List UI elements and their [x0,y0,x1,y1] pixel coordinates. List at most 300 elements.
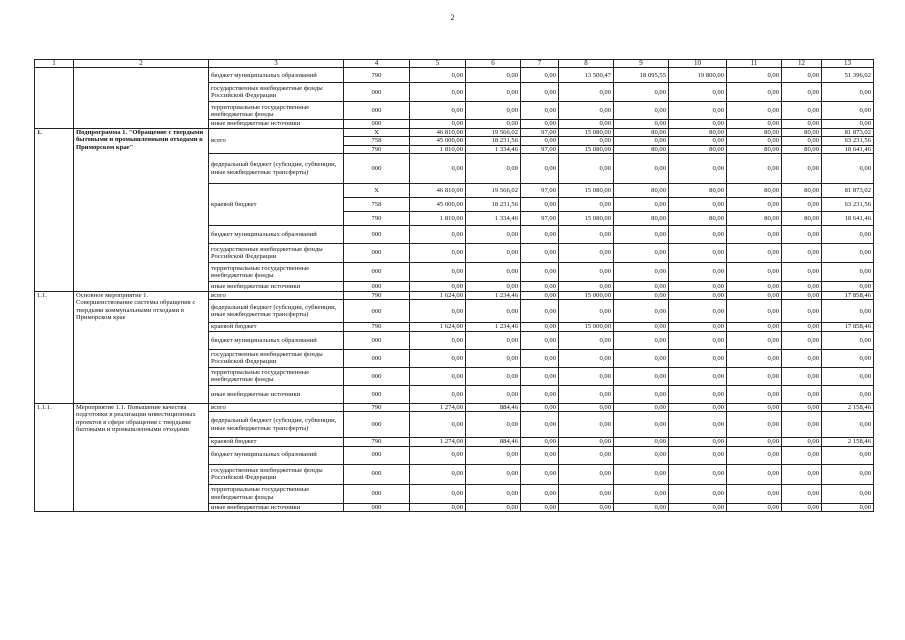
value-cell: 0,00 [614,438,669,446]
value-cell: 18 641,46 [822,145,874,153]
funding-source-cell: краевой бюджет [209,323,344,331]
funding-source-cell: территориальные государственные внебюджетные фонды [209,263,344,282]
value-cell: 0,00 [559,282,614,292]
funding-source-cell: иные внебюджетные источники [209,120,344,128]
value-cell: 0,00 [669,226,727,244]
code-cell: 000 [344,367,410,385]
value-cell: 0,00 [559,385,614,403]
header-cell: 2 [74,60,209,68]
value-cell: 0,00 [521,292,559,300]
value-cell: 0,00 [410,68,466,83]
value-cell: 0,00 [727,292,782,300]
value-cell: 19 566,02 [466,184,521,198]
value-cell: 0,00 [466,120,521,128]
value-cell: 0,00 [521,226,559,244]
value-cell: 0,00 [521,484,559,503]
value-cell: 0,00 [410,349,466,367]
item-title-cell: Мероприятие 1.1. Повышение качества подготовки в реализации инвестиционных проектов в сфере обращения с твердыми бытовыми и промышленными отходами [74,403,209,511]
value-cell: 0,00 [521,282,559,292]
code-cell: 000 [344,120,410,128]
value-cell: 0,00 [614,226,669,244]
value-cell: 0,00 [669,331,727,349]
value-cell: 0,00 [727,154,782,184]
value-cell: 1 334,46 [466,145,521,153]
funding-source-cell: федеральный бюджет (субсидии, субвенции, иные межбюджетные трансферты) [209,412,344,438]
value-cell: 0,00 [822,263,874,282]
value-cell: 0,00 [559,403,614,411]
value-cell: 0,00 [822,367,874,385]
value-cell: 0,00 [521,300,559,323]
value-cell: 0,00 [614,102,669,120]
item-title-cell: Основное мероприятие 1. Совершенствование системы обращения с твердыми коммунальными отходами в Приморском крае [74,292,209,404]
funding-source-cell: иные внебюджетные источники [209,282,344,292]
code-cell: 790 [344,438,410,446]
value-cell: 0,00 [614,349,669,367]
value-cell: 0,00 [727,464,782,484]
code-cell: 000 [344,484,410,503]
header-cell: 11 [727,60,782,68]
value-cell: 0,00 [727,198,782,212]
value-cell: 0,00 [782,464,822,484]
item-title-cell [74,68,209,128]
value-cell: 0,00 [669,412,727,438]
value-cell: 0,00 [466,226,521,244]
value-cell: 0,00 [521,198,559,212]
value-cell: 0,00 [782,244,822,263]
value-cell: 19 800,00 [669,68,727,83]
value-cell: 1 810,00 [410,212,466,226]
header-cell: 8 [559,60,614,68]
table-row [35,403,874,411]
value-cell: 97,00 [521,212,559,226]
header-cell: 13 [822,60,874,68]
header-cell: 12 [782,60,822,68]
value-cell: 1 234,46 [466,292,521,300]
value-cell: 0,00 [559,331,614,349]
page-number: 2 [450,13,455,22]
value-cell: 0,00 [614,484,669,503]
value-cell: 0,00 [727,503,782,511]
value-cell: 0,00 [782,412,822,438]
value-cell: 0,00 [669,367,727,385]
value-cell: 81 873,02 [822,184,874,198]
value-cell: 0,00 [410,263,466,282]
value-cell: 0,00 [559,438,614,446]
value-cell: 18 231,56 [466,198,521,212]
value-cell: 46 810,00 [410,128,466,136]
value-cell: 0,00 [521,83,559,102]
code-cell: 790 [344,292,410,300]
code-cell: 790 [344,323,410,331]
code-cell: 000 [344,412,410,438]
table-row [35,68,874,83]
value-cell: 0,00 [466,68,521,83]
value-cell: 0,00 [410,446,466,464]
value-cell: 0,00 [410,154,466,184]
value-cell: 0,00 [822,300,874,323]
value-cell: 0,00 [559,198,614,212]
funding-source-cell: иные внебюджетные источники [209,503,344,511]
value-cell: 0,00 [559,263,614,282]
value-cell: 0,00 [521,331,559,349]
value-cell: 0,00 [782,484,822,503]
value-cell: 0,00 [614,503,669,511]
value-cell: 80,00 [782,145,822,153]
value-cell: 15 080,00 [559,212,614,226]
value-cell: 1 274,00 [410,438,466,446]
value-cell: 0,00 [782,102,822,120]
item-number-cell: 1.1. [35,292,74,404]
value-cell: 0,00 [822,484,874,503]
header-cell: 7 [521,60,559,68]
value-cell: 81 873,02 [822,128,874,136]
value-cell: 1 624,00 [410,323,466,331]
value-cell: 0,00 [466,154,521,184]
value-cell: 63 231,56 [822,198,874,212]
value-cell: 0,00 [521,367,559,385]
value-cell: 0,00 [466,263,521,282]
value-cell: 0,00 [727,403,782,411]
value-cell: 0,00 [521,244,559,263]
value-cell: 0,00 [466,385,521,403]
funding-source-cell: территориальные государственные внебюджетные фонды [209,367,344,385]
item-number-cell: 1.1.1. [35,403,74,511]
value-cell: 0,00 [782,198,822,212]
funding-source-cell: бюджет муниципальных образований [209,68,344,83]
code-cell: 000 [344,102,410,120]
value-cell: 0,00 [669,154,727,184]
value-cell: 0,00 [521,137,559,145]
value-cell: 0,00 [559,349,614,367]
header-cell: 6 [466,60,521,68]
value-cell: 0,00 [727,349,782,367]
value-cell: 0,00 [410,102,466,120]
value-cell: 0,00 [410,385,466,403]
code-cell: 790 [344,403,410,411]
value-cell: 0,00 [669,438,727,446]
value-cell: 0,00 [559,503,614,511]
code-cell: X [344,184,410,198]
value-cell: 0,00 [614,198,669,212]
value-cell: 0,00 [727,137,782,145]
value-cell: 0,00 [822,226,874,244]
value-cell: 0,00 [614,292,669,300]
funding-source-cell: государственные внебюджетные фонды Российской Федерации [209,83,344,102]
funding-source-cell: бюджет муниципальных образований [209,226,344,244]
value-cell: 0,00 [822,120,874,128]
value-cell: 80,00 [669,212,727,226]
funding-source-cell: территориальные государственные внебюджетные фонды [209,102,344,120]
value-cell: 63 231,56 [822,137,874,145]
value-cell: 0,00 [782,68,822,83]
table-row [35,128,874,136]
value-cell: 0,00 [410,226,466,244]
code-cell: X [344,128,410,136]
value-cell: 0,00 [559,300,614,323]
code-cell: 000 [344,282,410,292]
value-cell: 1 810,00 [410,145,466,153]
value-cell: 13 500,47 [559,68,614,83]
value-cell: 0,00 [822,282,874,292]
value-cell: 0,00 [614,137,669,145]
header-cell: 10 [669,60,727,68]
value-cell: 0,00 [614,331,669,349]
value-cell: 0,00 [822,446,874,464]
value-cell: 0,00 [521,446,559,464]
value-cell: 0,00 [614,154,669,184]
value-cell: 0,00 [822,244,874,263]
value-cell: 0,00 [727,300,782,323]
code-cell: 000 [344,226,410,244]
code-cell: 000 [344,154,410,184]
value-cell: 0,00 [410,412,466,438]
value-cell: 884,46 [466,438,521,446]
value-cell: 0,00 [822,331,874,349]
value-cell: 0,00 [559,137,614,145]
code-cell: 000 [344,83,410,102]
value-cell: 0,00 [782,331,822,349]
value-cell: 0,00 [782,120,822,128]
funding-source-cell: всего [209,128,344,153]
value-cell: 0,00 [466,412,521,438]
value-cell: 0,00 [521,120,559,128]
value-cell: 18 641,46 [822,212,874,226]
value-cell: 0,00 [559,120,614,128]
value-cell: 0,00 [727,385,782,403]
value-cell: 0,00 [466,282,521,292]
funding-source-cell: территориальные государственные внебюджетные фонды [209,484,344,503]
value-cell: 45 000,00 [410,137,466,145]
value-cell: 0,00 [782,349,822,367]
item-number-cell [35,68,74,128]
funding-source-cell: краевой бюджет [209,184,344,226]
value-cell: 45 000,00 [410,198,466,212]
value-cell: 80,00 [782,128,822,136]
table-body [35,60,874,512]
value-cell: 0,00 [466,244,521,263]
value-cell: 0,00 [727,83,782,102]
value-cell: 0,00 [782,446,822,464]
value-cell: 80,00 [669,184,727,198]
value-cell: 0,00 [669,282,727,292]
value-cell: 884,46 [466,403,521,411]
value-cell: 0,00 [410,282,466,292]
value-cell: 80,00 [782,184,822,198]
value-cell: 0,00 [410,503,466,511]
value-cell: 0,00 [521,464,559,484]
value-cell: 0,00 [669,102,727,120]
value-cell: 0,00 [559,446,614,464]
header-cell: 4 [344,60,410,68]
value-cell: 0,00 [669,263,727,282]
code-cell: 758 [344,198,410,212]
value-cell: 0,00 [822,503,874,511]
value-cell: 80,00 [614,184,669,198]
value-cell: 0,00 [410,244,466,263]
code-cell: 790 [344,212,410,226]
value-cell: 0,00 [614,120,669,128]
value-cell: 0,00 [521,438,559,446]
value-cell: 0,00 [410,331,466,349]
value-cell: 0,00 [559,484,614,503]
header-cell: 5 [410,60,466,68]
value-cell: 15 080,00 [559,184,614,198]
value-cell: 0,00 [614,446,669,464]
value-cell: 0,00 [727,367,782,385]
code-cell: 000 [344,331,410,349]
value-cell: 0,00 [822,412,874,438]
value-cell: 0,00 [782,292,822,300]
value-cell: 0,00 [727,244,782,263]
item-number-cell: 1. [35,128,74,291]
value-cell: 0,00 [521,403,559,411]
value-cell: 0,00 [782,226,822,244]
value-cell: 80,00 [782,212,822,226]
value-cell: 0,00 [466,300,521,323]
value-cell: 0,00 [669,323,727,331]
value-cell: 0,00 [727,331,782,349]
value-cell: 0,00 [466,349,521,367]
item-title-cell: Подпрограмма 1. "Обращение с твердыми бытовыми и промышленными отходами в Приморском крае" [74,128,209,291]
value-cell: 80,00 [727,145,782,153]
value-cell: 0,00 [614,367,669,385]
value-cell: 97,00 [521,184,559,198]
value-cell: 0,00 [559,83,614,102]
value-cell: 80,00 [614,128,669,136]
value-cell: 0,00 [727,438,782,446]
funding-source-cell: всего [209,292,344,300]
value-cell: 80,00 [669,128,727,136]
value-cell: 0,00 [669,446,727,464]
value-cell: 0,00 [410,300,466,323]
value-cell: 0,00 [727,226,782,244]
value-cell: 1 624,00 [410,292,466,300]
value-cell: 0,00 [614,403,669,411]
value-cell: 0,00 [669,292,727,300]
header-row [35,60,874,68]
value-cell: 0,00 [466,484,521,503]
header-cell: 9 [614,60,669,68]
value-cell: 0,00 [466,83,521,102]
value-cell: 0,00 [614,385,669,403]
value-cell: 0,00 [669,503,727,511]
value-cell: 0,00 [521,263,559,282]
value-cell: 0,00 [521,154,559,184]
funding-source-cell: всего [209,403,344,411]
value-cell: 2 158,46 [822,403,874,411]
value-cell: 0,00 [614,83,669,102]
code-cell: 000 [344,300,410,323]
value-cell: 0,00 [669,300,727,323]
value-cell: 15 080,00 [559,145,614,153]
value-cell: 0,00 [521,412,559,438]
value-cell: 0,00 [614,244,669,263]
code-cell: 758 [344,137,410,145]
value-cell: 17 858,46 [822,292,874,300]
value-cell: 0,00 [466,464,521,484]
budget-table [34,59,874,512]
value-cell: 1 274,00 [410,403,466,411]
value-cell: 0,00 [410,484,466,503]
value-cell: 0,00 [410,367,466,385]
value-cell: 0,00 [727,446,782,464]
value-cell: 0,00 [669,83,727,102]
value-cell: 0,00 [466,503,521,511]
funding-source-cell: государственные внебюджетные фонды Российской Федерации [209,464,344,484]
value-cell: 0,00 [669,403,727,411]
value-cell: 0,00 [559,226,614,244]
value-cell: 0,00 [466,446,521,464]
value-cell: 0,00 [727,412,782,438]
value-cell: 0,00 [521,323,559,331]
value-cell: 0,00 [410,464,466,484]
table-row [35,292,874,300]
value-cell: 0,00 [521,68,559,83]
value-cell: 0,00 [782,503,822,511]
value-cell: 0,00 [822,349,874,367]
value-cell: 0,00 [669,484,727,503]
value-cell: 0,00 [559,367,614,385]
value-cell: 0,00 [466,367,521,385]
value-cell: 0,00 [669,120,727,128]
value-cell: 0,00 [822,385,874,403]
value-cell: 0,00 [669,349,727,367]
value-cell: 0,00 [669,198,727,212]
value-cell: 80,00 [614,212,669,226]
value-cell: 0,00 [782,438,822,446]
code-cell: 000 [344,263,410,282]
value-cell: 97,00 [521,145,559,153]
value-cell: 80,00 [727,184,782,198]
value-cell: 0,00 [614,464,669,484]
value-cell: 0,00 [669,464,727,484]
value-cell: 0,00 [669,385,727,403]
value-cell: 2 158,46 [822,438,874,446]
value-cell: 17 858,46 [822,323,874,331]
funding-source-cell: государственные внебюджетные фонды Российской Федерации [209,244,344,263]
funding-source-cell: федеральный бюджет (субсидии, субвенции, иные межбюджетные трансферты) [209,300,344,323]
value-cell: 0,00 [669,244,727,263]
value-cell: 0,00 [782,83,822,102]
code-cell: 000 [344,349,410,367]
value-cell: 51 396,02 [822,68,874,83]
code-cell: 000 [344,446,410,464]
value-cell: 0,00 [822,154,874,184]
value-cell: 0,00 [521,102,559,120]
value-cell: 0,00 [614,300,669,323]
value-cell: 0,00 [822,83,874,102]
value-cell: 19 566,02 [466,128,521,136]
value-cell: 0,00 [727,68,782,83]
value-cell: 15 000,00 [559,292,614,300]
value-cell: 0,00 [521,385,559,403]
value-cell: 80,00 [727,128,782,136]
funding-source-cell: краевой бюджет [209,438,344,446]
value-cell: 0,00 [614,263,669,282]
funding-source-cell: иные внебюджетные источники [209,385,344,403]
value-cell: 0,00 [410,120,466,128]
value-cell: 0,00 [727,323,782,331]
value-cell: 46 810,00 [410,184,466,198]
value-cell: 0,00 [669,137,727,145]
value-cell: 15 000,00 [559,323,614,331]
value-cell: 0,00 [614,412,669,438]
value-cell: 1 334,46 [466,212,521,226]
funding-source-cell: федеральный бюджет (субсидии, субвенции, иные межбюджетные трансферты) [209,154,344,184]
value-cell: 0,00 [466,331,521,349]
value-cell: 0,00 [559,154,614,184]
value-cell: 0,00 [614,282,669,292]
